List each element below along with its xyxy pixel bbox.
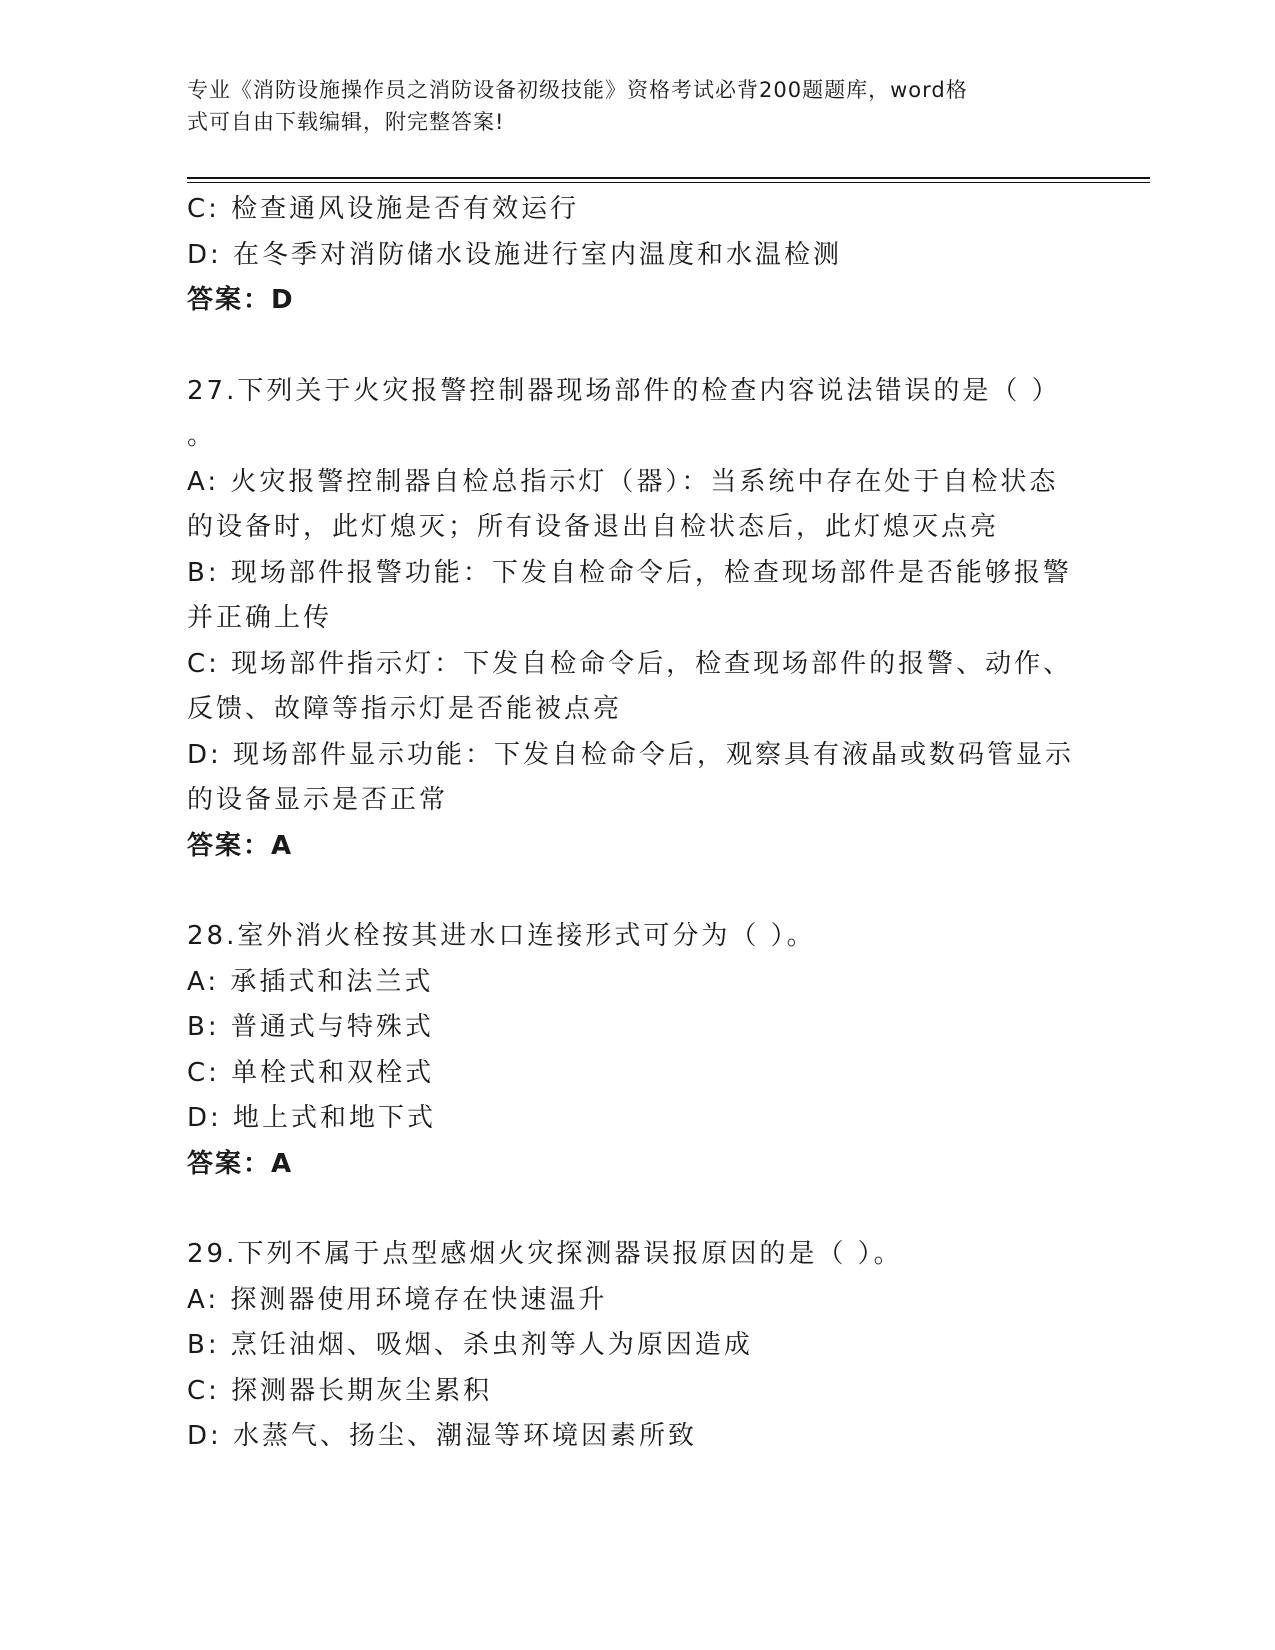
- option-c: C: 检查通风设施是否有效运行: [187, 194, 580, 224]
- header-divider-thin: [187, 182, 1150, 183]
- option-c: C: 单栓式和双栓式: [187, 1057, 435, 1088]
- question-26-tail: [187, 187, 1087, 324]
- answer: 答案：A: [187, 830, 294, 861]
- option-c: C: 现场部件指示灯：下发自检命令后，检查现场部件的报警、动作、: [187, 648, 1073, 679]
- header-divider-thick: [187, 177, 1150, 179]
- question-stem-cont: 。: [187, 421, 217, 451]
- option-c-cont: 反馈、故障等指示灯是否能被点亮: [187, 694, 623, 724]
- option-a: A: 火灾报警控制器自检总指示灯（器）：当系统中存在处于自检状态: [187, 466, 1059, 497]
- option-d-cont: 的设备显示是否正常: [187, 785, 449, 815]
- option-a: A: 探测器使用环境存在快速温升: [187, 1284, 608, 1315]
- option-b: B: 现场部件报警功能：下发自检命令后，检查现场部件是否能够报警: [187, 557, 1072, 588]
- option-d: D: 现场部件显示功能：下发自检命令后，观察具有液晶或数码管显示: [187, 739, 1075, 770]
- option-a-cont: 的设备时，此灯熄灭；所有设备退出自检状态后，此灯熄灭点亮: [187, 512, 1000, 542]
- question-28: [187, 914, 1087, 1187]
- answer: 答案：D: [187, 285, 295, 315]
- question-stem: 27.下列关于火灾报警控制器现场部件的检查内容说法错误的是（ ）: [187, 375, 1061, 406]
- answer: 答案：A: [187, 1148, 294, 1179]
- option-a: A: 承插式和法兰式: [187, 966, 434, 997]
- question-stem: 28.室外消火栓按其进水口连接形式可分为（ ）。: [187, 921, 816, 951]
- document-header: [187, 74, 1067, 138]
- question-stem: 29.下列不属于点型感烟火灾探测器误报原因的是（ ）。: [187, 1239, 903, 1269]
- header-line-1: 专业《消防设施操作员之消防设备初级技能》资格考试必背200题题库，word格: [187, 78, 968, 102]
- option-d: D: 水蒸气、扬尘、潮湿等环境因素所致: [187, 1421, 698, 1451]
- option-d: D: 在冬季对消防储水设施进行室内温度和水温检测: [187, 239, 843, 270]
- option-b: B: 烹饪油烟、吸烟、杀虫剂等人为原因造成: [187, 1330, 753, 1360]
- option-d: D: 地上式和地下式: [187, 1103, 437, 1133]
- option-b-cont: 并正确上传: [187, 603, 333, 633]
- question-list: [187, 187, 1087, 1460]
- question-27: [187, 369, 1087, 870]
- option-c: C: 探测器长期灰尘累积: [187, 1375, 493, 1406]
- question-29: [187, 1232, 1087, 1460]
- option-b: B: 普通式与特殊式: [187, 1012, 434, 1042]
- header-line-2: 式可自由下载编辑，附完整答案!: [187, 110, 505, 134]
